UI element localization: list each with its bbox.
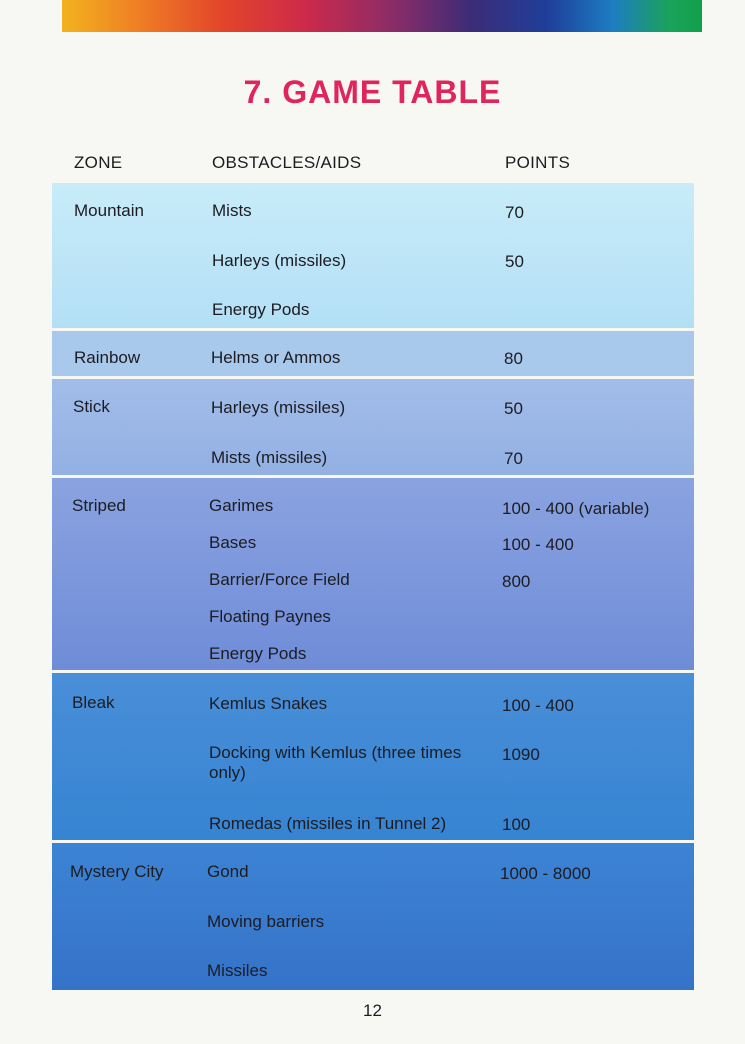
- zone-row-bleak: [52, 673, 694, 840]
- header-zone: ZONE: [74, 153, 123, 172]
- rainbow-banner: [62, 0, 702, 32]
- obstacle-item: Kemlus Snakes: [209, 694, 328, 713]
- zone-row-mystery-city: [52, 843, 694, 990]
- points-value: 70: [504, 449, 523, 468]
- zone-row-mountain: [52, 183, 694, 328]
- zone-name: Mystery City: [70, 862, 164, 881]
- obstacle-item: Bases: [209, 533, 257, 552]
- points-value: 100 - 400 (variable): [502, 499, 650, 518]
- zone-name: Stick: [73, 397, 110, 416]
- page-title: 7. GAME TABLE: [243, 74, 502, 110]
- zone-row-striped: [52, 478, 694, 670]
- zone-name: Striped: [72, 496, 126, 515]
- zone-name: Mountain: [74, 201, 144, 220]
- zone-row-stick: [52, 379, 694, 475]
- points-value: 50: [505, 252, 524, 271]
- points-value: 1090: [502, 745, 540, 764]
- obstacle-item: Moving barriers: [207, 912, 325, 931]
- points-value: 100: [502, 815, 531, 834]
- header-points: POINTS: [505, 153, 571, 172]
- obstacle-item: Energy Pods: [212, 300, 310, 319]
- points-value: 100 - 400: [502, 696, 574, 715]
- obstacle-item: Barrier/Force Field: [209, 570, 350, 589]
- points-value: 70: [505, 203, 524, 222]
- obstacle-item: Docking with Kemlus (three times only): [209, 743, 462, 782]
- zone-name: Rainbow: [74, 348, 141, 367]
- obstacle-item: Harleys (missiles): [212, 251, 347, 270]
- zone-name: Bleak: [72, 693, 115, 712]
- points-value: 1000 - 8000: [500, 864, 591, 883]
- obstacle-item: Gond: [207, 862, 249, 881]
- obstacle-item: Garimes: [209, 496, 274, 515]
- points-value: 100 - 400: [502, 535, 574, 554]
- obstacle-item: Floating Paynes: [209, 607, 331, 626]
- obstacle-item: Harleys (missiles): [211, 398, 346, 417]
- obstacle-item: Helms or Ammos: [211, 348, 341, 367]
- obstacle-item: Missiles: [207, 961, 268, 980]
- obstacle-item: Energy Pods: [209, 644, 307, 663]
- points-value: 800: [502, 572, 531, 591]
- points-value: 80: [504, 349, 523, 368]
- page-number: 12: [363, 1001, 382, 1020]
- header-obstacles: OBSTACLES/AIDS: [212, 153, 362, 172]
- obstacle-item: Mists: [212, 201, 252, 220]
- points-value: 50: [504, 399, 523, 418]
- zone-row-rainbow: [52, 331, 694, 376]
- obstacle-item: Romedas (missiles in Tunnel 2): [209, 814, 447, 833]
- obstacle-item: Mists (missiles): [211, 448, 328, 467]
